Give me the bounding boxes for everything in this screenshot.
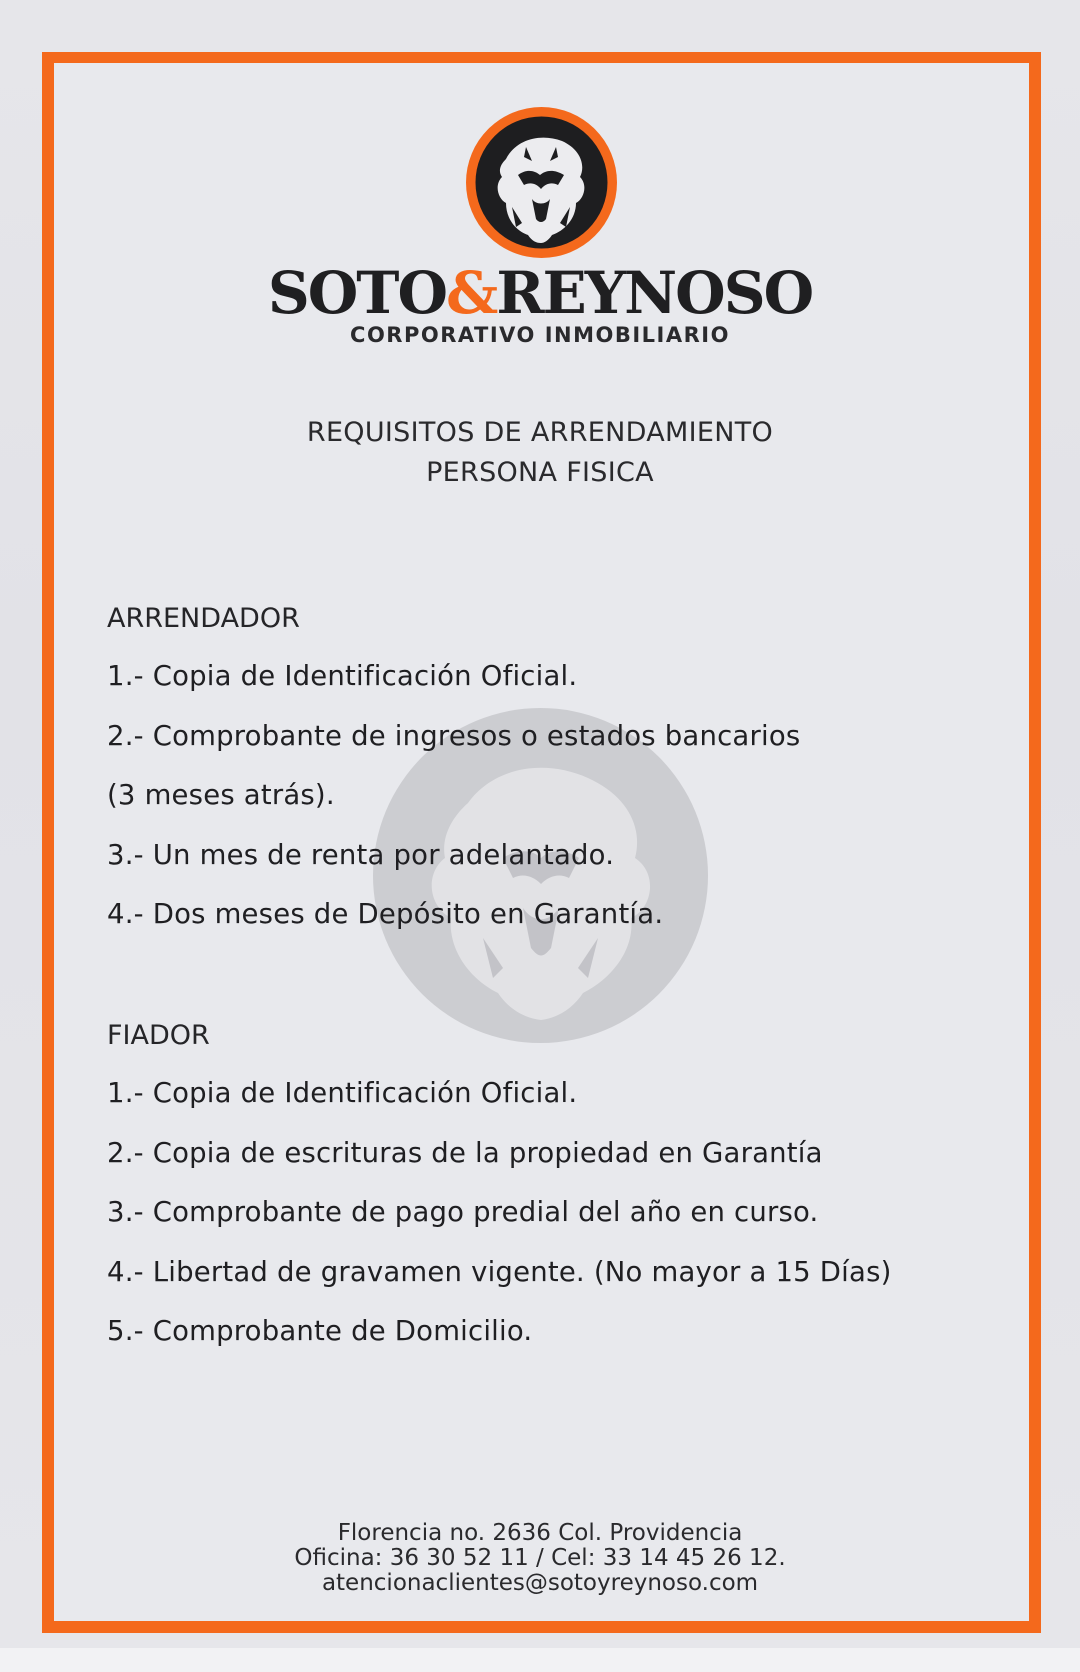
brand-name (0, 258, 1080, 328)
list-item: 3.- Comprobante de pago predial del año en curso. (107, 1196, 819, 1228)
section-heading-fiador: FIADOR (107, 1020, 210, 1051)
list-item: 2.- Comprobante de ingresos o estados bancarios (107, 720, 801, 752)
footer-address: Florencia no. 2636 Col. Providencia (337, 1520, 743, 1546)
lion-watermark-icon (373, 708, 708, 1043)
list-item: 1.- Copia de Identificación Oficial. (107, 1077, 578, 1109)
list-item: 4.- Dos meses de Depósito en Garantía. (107, 898, 664, 930)
logo (466, 107, 617, 258)
list-item: 1.- Copia de Identificación Oficial. (107, 660, 578, 692)
brand-subtitle: CORPORATIVO INMOBILIARIO (350, 323, 730, 347)
document-title: REQUISITOS DE ARRENDAMIENTO (306, 417, 774, 448)
list-item: 3.- Un mes de renta por adelantado. (107, 839, 615, 871)
lion-head-icon (466, 107, 617, 258)
brand-name-part1: SOTO (267, 259, 446, 327)
list-item: 2.- Copia de escrituras de la propiedad en Garantía (107, 1137, 823, 1169)
brand-ampersand: & (445, 259, 497, 327)
footer-email: atencionaclientes@sotoyreynoso.com (321, 1570, 759, 1596)
footer-phones: Oficina: 36 30 52 11 / Cel: 33 14 45 26 12. (294, 1545, 786, 1571)
list-item: (3 meses atrás). (107, 779, 335, 811)
section-heading-arrendador: ARRENDADOR (107, 603, 300, 634)
brand-name-part2: REYNOSO (496, 259, 813, 327)
document-subtitle: PERSONA FISICA (426, 457, 654, 488)
bottom-edge (0, 1648, 1080, 1672)
list-item: 4.- Libertad de gravamen vigente. (No mayor a 15 Días) (107, 1256, 892, 1288)
list-item: 5.- Comprobante de Domicilio. (107, 1315, 533, 1347)
